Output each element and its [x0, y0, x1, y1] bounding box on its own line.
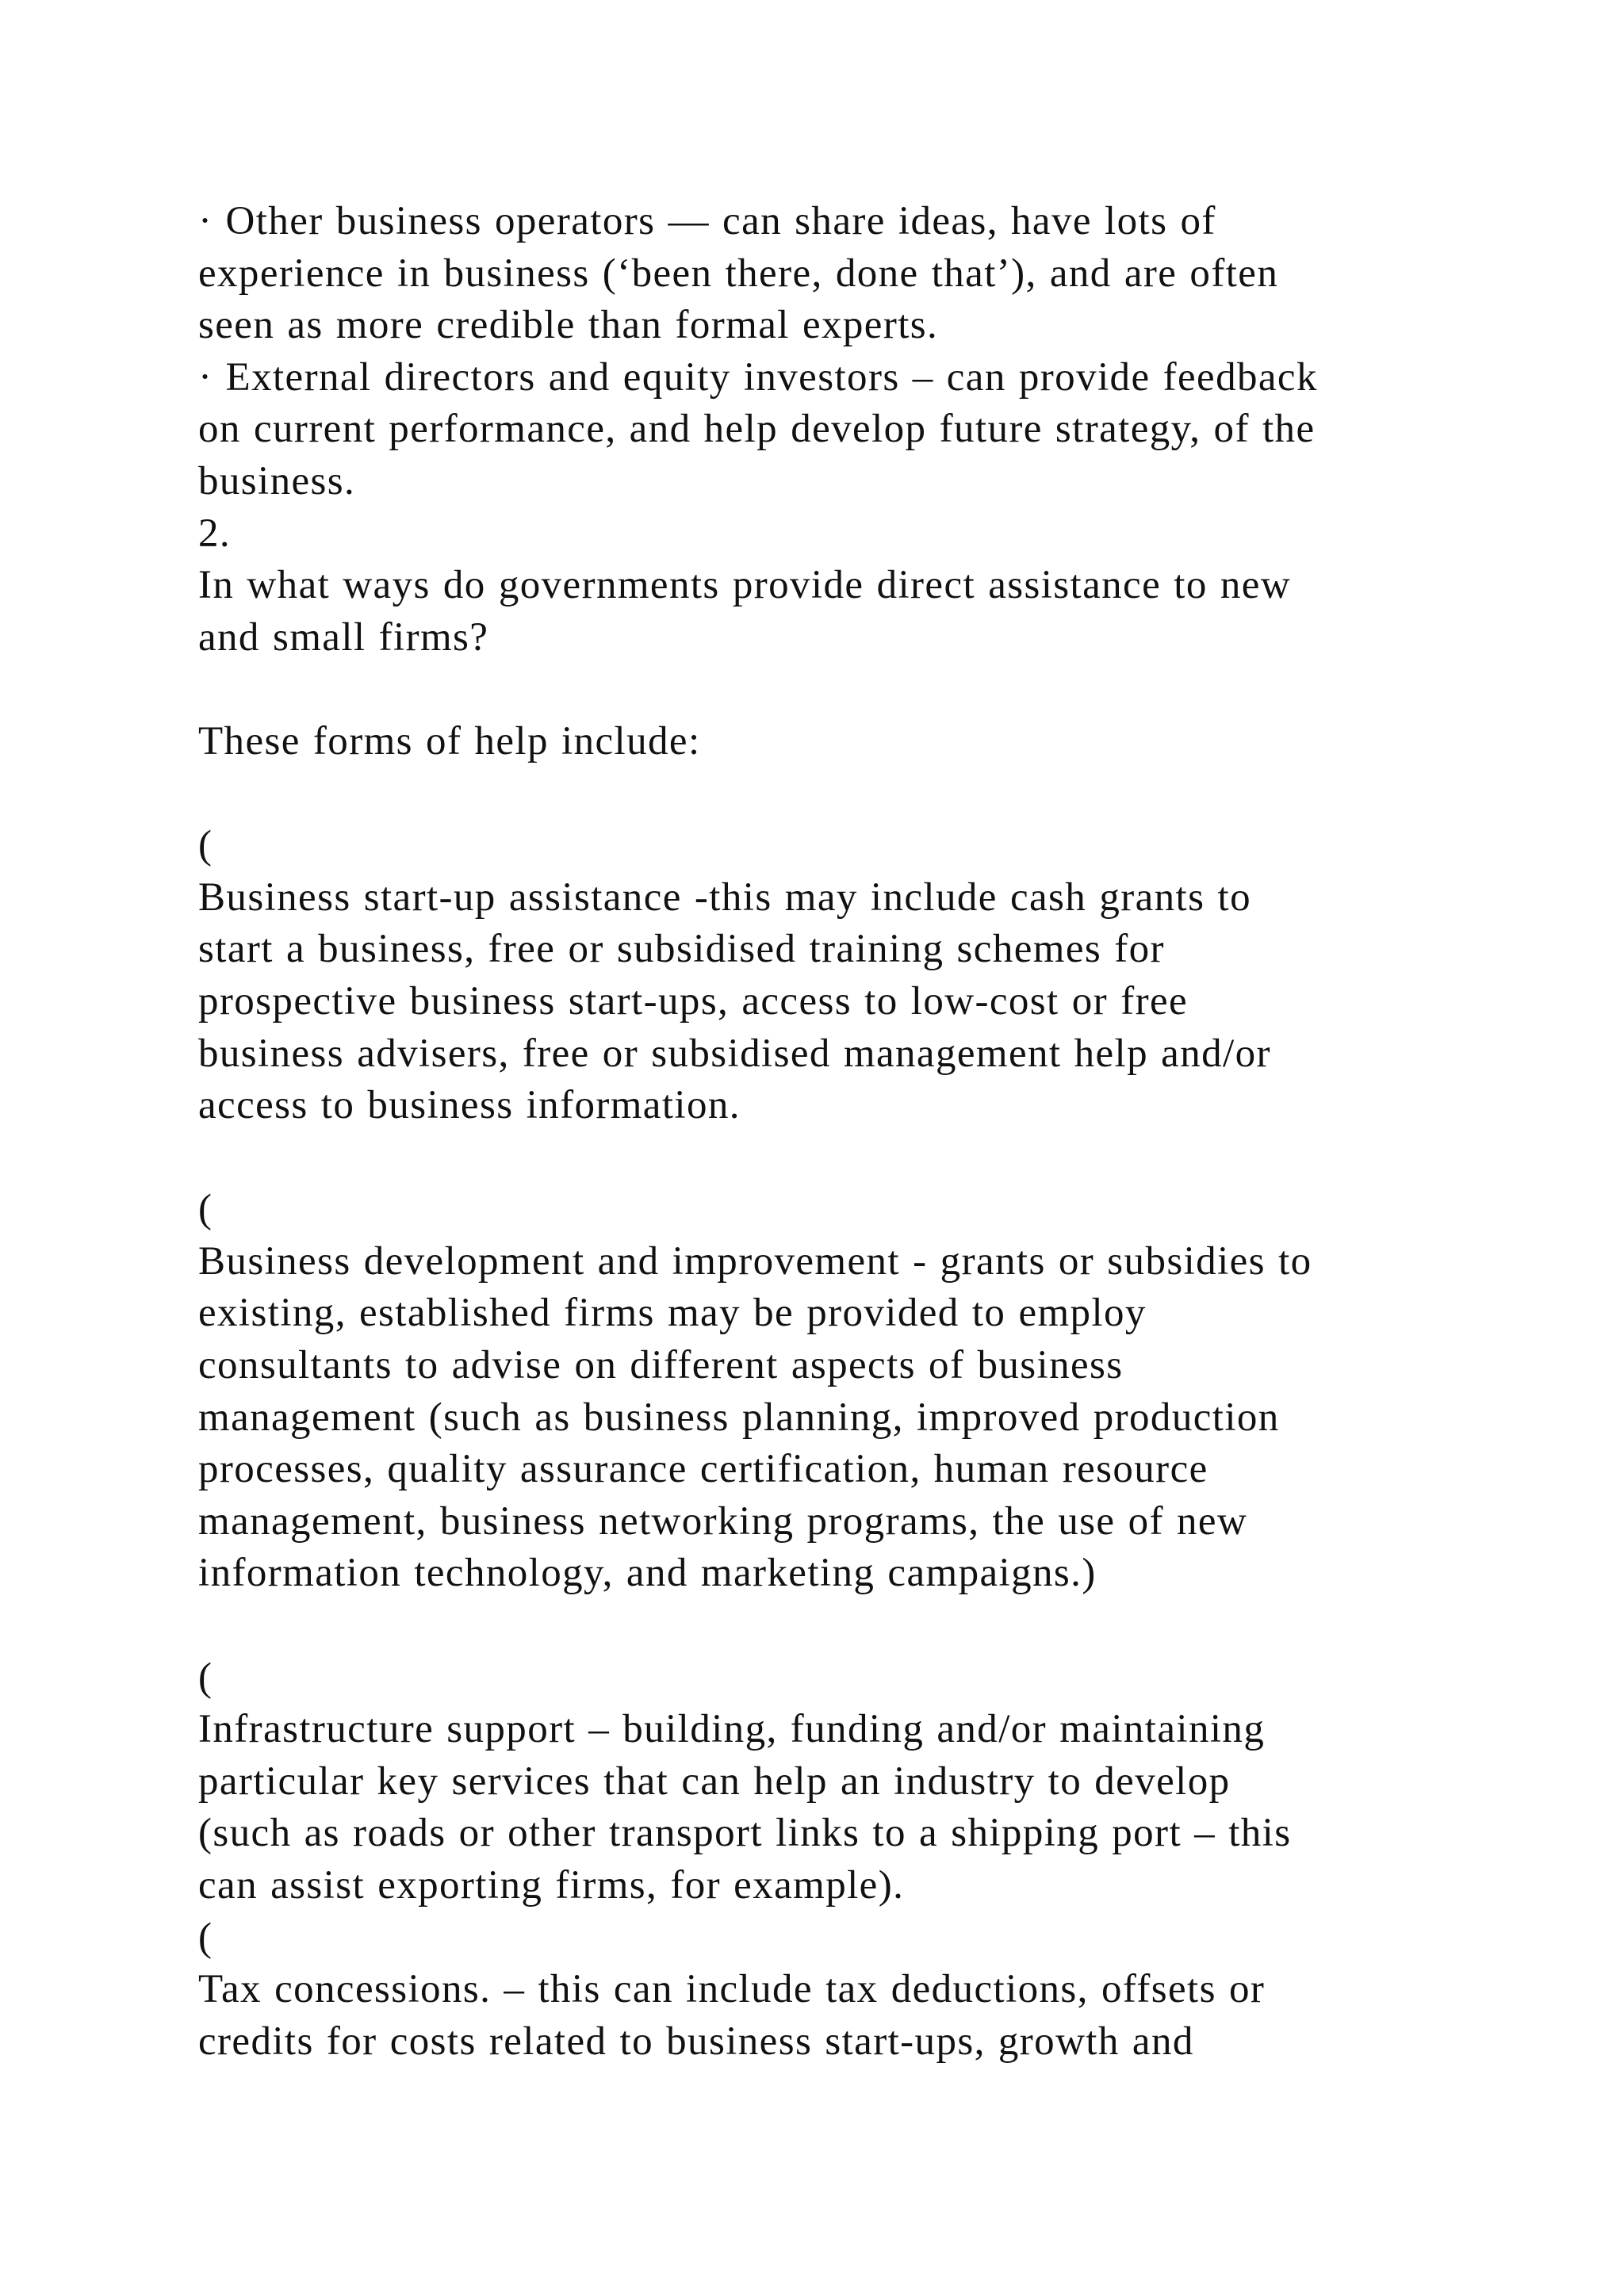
blank-line	[198, 1600, 1507, 1652]
question-text: and small firms?	[198, 614, 489, 660]
text-line: can assist exporting firms, for example).	[198, 1863, 905, 1908]
text-line: processes, quality assurance certification, human resource	[198, 1447, 1208, 1492]
text-line: · External directors and equity investors – can provide feedback	[198, 354, 1318, 400]
text-line: (such as roads or other transport links to a shipping port – this	[198, 1811, 1292, 1856]
question-number: 2.	[198, 511, 232, 556]
question-text: In what ways do governments provide direct assistance to new	[198, 563, 1292, 608]
text-line: consultants to advise on different aspects of business	[198, 1343, 1124, 1388]
text-line: management (such as business planning, improved production	[198, 1395, 1280, 1440]
text-line: prospective business start-ups, access to low-cost or free	[198, 978, 1189, 1024]
text-line: · Other business operators — can share ideas, have lots of	[198, 199, 1216, 243]
bullet-marker: (	[198, 1915, 213, 1960]
document-body	[198, 196, 1507, 2068]
text-line: These forms of help include:	[198, 718, 701, 763]
text-line: seen as more credible than formal experts.	[198, 303, 939, 348]
text-line: particular key services that can help an industry to develop	[198, 1758, 1231, 1804]
text-line: start a business, free or subsidised training schemes for	[198, 927, 1165, 972]
blank-line	[198, 768, 1507, 821]
bullet-marker: (	[198, 1187, 213, 1232]
text-line: business advisers, free or subsidised management help and/or	[198, 1031, 1271, 1076]
text-line: Business start-up assistance -this may include cash grants to	[198, 874, 1251, 920]
text-line: business.	[198, 458, 356, 503]
text-line: credits for costs related to business start-ups, growth and	[198, 2019, 1194, 2064]
bullet-marker: (	[198, 1655, 213, 1700]
text-line: management, business networking programs, the use of new	[198, 1498, 1248, 1544]
text-line: Business development and improvement - grants or subsidies to	[198, 1238, 1312, 1284]
blank-line	[198, 664, 1507, 716]
bullet-marker: (	[198, 823, 213, 868]
text-line: on current performance, and help develop future strategy, of the	[198, 407, 1316, 452]
text-line: access to business information.	[198, 1083, 741, 1128]
text-line: Infrastructure support – building, funding and/or maintaining	[198, 1707, 1266, 1752]
text-line: existing, established firms may be provided to employ	[198, 1291, 1147, 1336]
blank-line	[198, 1132, 1507, 1184]
text-line: experience in business (‘been there, done that’), and are often	[198, 251, 1279, 296]
text-line: information technology, and marketing campaigns.)	[198, 1551, 1097, 1596]
text-line: Tax concessions. – this can include tax deductions, offsets or	[198, 1967, 1266, 2012]
